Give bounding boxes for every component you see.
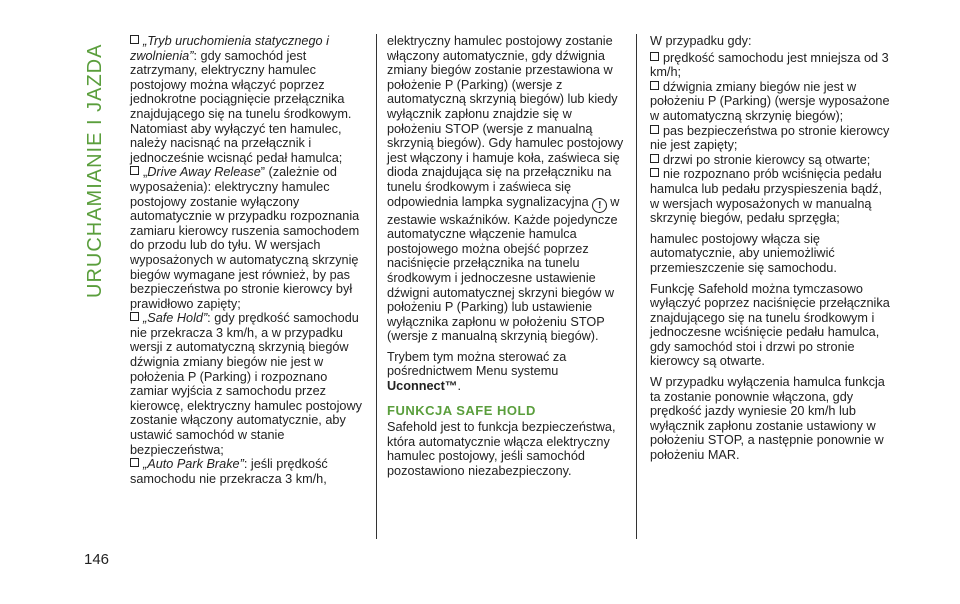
list-item — [130, 457, 362, 486]
paragraph: W przypadku wyłączenia hamulca funkcja ta zostanie ponownie włączona, gdy prędkość jazdy wyniesie 20 km/h lub wyłącznik zapłonu zostanie ustawiony w położeniu STOP, a następnie ponownie w położeniu MAR. — [650, 375, 885, 463]
item-text: : jeśli prędkość samochodu nie przekracza 3 km/h, — [130, 457, 328, 486]
list-item: nie rozpoznano prób wciśnięcia pedału hamulca lub pedału przyspieszenia bądź, w wersjach wyposażonych w manualną skrzynię biegów, pedału sprzęgła; — [650, 167, 883, 226]
section-side-title: URUCHAMIANIE I JAZDA — [84, 43, 106, 298]
item-term: „Safe Hold” — [143, 311, 208, 326]
list-item: „Drive Away Release” (zależnie od wyposażenia): elektryczny hamulec postojowy zostanie wyłączony automatycznie w przypadku rozpoznania zamiaru kierowcy ruszenia samochodem do przodu lub do tyłu. W wersjach wyposażonych w automatyczną skrzynię biegów wymagane jest również, by pas bezpieczeństwa po stronie kierowcy był prawidłowo zapięty; — [130, 165, 360, 311]
text-column-2 — [387, 34, 627, 485]
bullet-square-icon — [130, 312, 139, 321]
warning-lamp-icon: ! — [592, 198, 607, 213]
paragraph: Trybem tym można sterować za pośrednictwem Menu systemu Uconnect™. — [387, 349, 567, 394]
bullet-square-icon — [650, 81, 659, 90]
bullet-square-icon — [650, 154, 659, 163]
list-item — [130, 311, 362, 457]
paragraph: elektryczny hamulec postojowy zostanie włączony automatycznie, gdy dźwignia zmiany biegów zostanie przestawiona w położenie P (Parking) (wersje z automatyczną skrzynią biegów) lub kiedy wyłącznik zapłonu znajdzie się w położeniu STOP (wersje z manualną skrzynią biegów). Gdy hamulec postojowy jest włączony i hamuje koła, zaświeca się dioda znajdująca się na przełączniku na tunelu środkowym i zaświeca się odpowiednia lampka sygnalizacyjna ! w zestawie wskaźników. Każde pojedyncze automatyczne włączenie hamulca postojowego można obejść poprzez naciśnięcie przełącznika na tunelu środkowym i jednoczesne ustawienie dźwigni automatycznej skrzyni biegów w położeniu P (Parking) lub ustawienie wyłącznika zapłonu w położeniu STOP (wersje z manualną skrzynią biegów). — [387, 34, 624, 344]
paragraph: Funkcję Safehold można tymczasowo wyłączyć poprzez naciśnięcie przełącznika znajdującego się na tunelu środkowym i jednoczesne wciśnięcie pedału hamulca, gdy samochód stoi i drzwi po stronie kierowcy są otwarte. — [650, 281, 890, 369]
item-term: „Tryb uruchomienia statycznego i zwolnienia” — [130, 34, 329, 63]
paragraph: W przypadku gdy: — [650, 34, 752, 48]
list-item: drzwi po stronie kierowcy są otwarte; — [650, 153, 890, 168]
bullet-square-icon — [650, 125, 659, 134]
bullet-square-icon — [650, 52, 659, 61]
column-divider-2 — [636, 34, 637, 539]
bullet-square-icon — [130, 166, 139, 175]
list-item: pas bezpieczeństwa po stronie kierowcy nie jest zapięty; — [650, 123, 890, 153]
list-item — [130, 34, 362, 165]
text-column-3 — [650, 34, 890, 469]
text-column-1 — [130, 34, 362, 486]
page-number: 146 — [84, 551, 110, 568]
bullet-square-icon — [650, 168, 659, 177]
section-heading: FUNKCJA SAFE HOLD — [387, 402, 536, 418]
item-term: Drive Away Release — [147, 165, 261, 180]
bullet-square-icon — [130, 458, 139, 467]
paragraph: hamulec postojowy włącza się automatycznie, aby uniemożliwić przemieszczenie się samochodu. — [650, 231, 837, 275]
column-divider-1 — [376, 34, 377, 539]
item-text: : gdy samochód jest zatrzymany, elektryczny hamulec postojowy można włączyć poprzez jednokrotne pociągnięcie przełącznika znajdującego się na tunelu środkowym. Natomiast aby wyłączyć ten hamulec, należy nacisnąć na przełącznik i jednocześnie wcisnąć pedał hamulca; — [130, 48, 352, 165]
paragraph: Safehold jest to funkcja bezpieczeństwa, która automatycznie włącza elektryczny hamulec postojowy, jeśli samochód pozostawiono niezabezpieczony. — [387, 420, 616, 479]
brand-name: Uconnect™ — [387, 379, 458, 394]
item-text: : gdy prędkość samochodu nie przekracza 3 km/h, a w przypadku wersji z automatyczną skrzynią biegów dźwignia zmiany biegów nie jest w położenia P (Parking) i rozpoznano zamiar wyjścia z samochodu przez kierowcę, elektryczny hamulec postojowy zostanie włączony automatycznie, aby ustawić samochód w stanie bezpieczeństwa; — [130, 311, 362, 457]
list-item: prędkość samochodu jest mniejsza od 3 km/h; — [650, 50, 889, 80]
item-term: „Auto Park Brake” — [143, 457, 244, 472]
bullet-square-icon — [130, 35, 139, 44]
list-item: dźwignia zmiany biegów nie jest w położeniu P (Parking) (wersje wyposażone w automatyczną skrzynię biegów); — [650, 79, 890, 123]
item-text: ” (zależnie od wyposażenia): elektryczny hamulec postojowy zostanie wyłączony automatycznie w przypadku rozpoznania zamiaru kierowcy ruszenia samochodem do przodu lub do tyłu. W wersjach wyposażonych w automatyczną skrzynię biegów wymagane jest również, by pas bezpieczeństwa po stronie kierowcy był prawidłowo zapięty; — [130, 165, 360, 311]
